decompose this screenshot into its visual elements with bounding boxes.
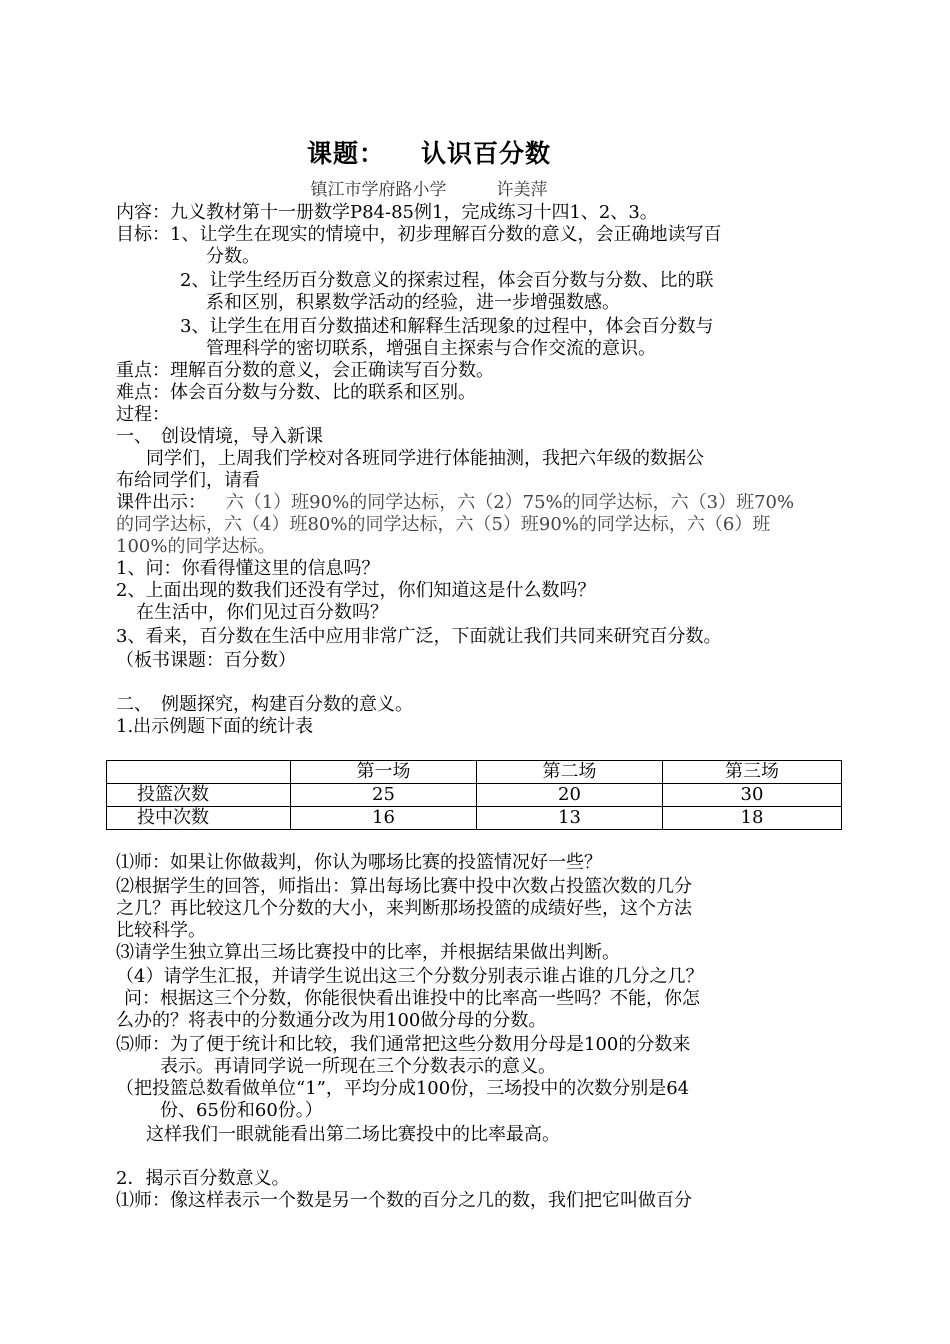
step-2-line-a: ⑵根据学生的回答，师指出：算出每场比赛中投中次数占投篮次数的几分 bbox=[116, 876, 692, 897]
table-row bbox=[107, 784, 842, 807]
difficulty-line: 难点：体会百分数与分数、比的联系和区别。 bbox=[116, 382, 476, 403]
table-header-row bbox=[107, 761, 842, 784]
courseware-line-c: 100%的同学达标。 bbox=[116, 536, 276, 557]
intro-paragraph-line-a: 同学们，上周我们学校对各班同学进行体能抽测，我把六年级的数据公 bbox=[146, 448, 704, 469]
goal-1-line-b: 分数。 bbox=[206, 246, 260, 267]
goal-1-line-a: 目标：1、让学生在现实的情境中，初步理解百分数的意义，会正确地读写百 bbox=[116, 224, 722, 245]
step-7: 这样我们一眼就能看出第二场比赛投中的比率最高。 bbox=[146, 1124, 560, 1145]
step-4-line-b: 问：根据这三个分数，你能很快看出谁投中的比率高一些吗？不能，你怎 bbox=[124, 988, 700, 1009]
step-5-line-b: 表示。再请同学说一所现在三个分数表示的意义。 bbox=[160, 1056, 556, 1077]
step-4: （4）请学生汇报，并请学生说出这三个分数分别表示谁占谁的几分之几？ bbox=[116, 966, 704, 987]
step-3: ⑶请学生独立算出三场比赛投中的比率，并根据结果做出判断。 bbox=[116, 942, 620, 963]
process-label: 过程： bbox=[116, 404, 170, 425]
step-4-line-c: 么办的？将表中的分数通分改为用100做分母的分数。 bbox=[116, 1010, 547, 1031]
goal-2-line-a: 2、让学生经历百分数意义的探索过程，体会百分数与分数、比的联 bbox=[180, 270, 714, 291]
table-cell: 30 bbox=[663, 784, 842, 807]
table-row-label: 投篮次数 bbox=[107, 784, 291, 807]
table-row-label: 投中次数 bbox=[107, 807, 291, 830]
goal-3-line-b: 管理科学的密切联系，增强自主探索与合作交流的意识。 bbox=[206, 338, 656, 359]
table-cell: 13 bbox=[477, 807, 663, 830]
teacher-line: ⑴师：像这样表示一个数是另一个数的百分之几的数，我们把它叫做百分 bbox=[116, 1190, 692, 1211]
table-cell: 16 bbox=[291, 807, 477, 830]
key-point-line: 重点：理解百分数的意义，会正确读写百分数。 bbox=[116, 360, 494, 381]
author-line bbox=[0, 175, 858, 200]
author-school: 镇江市学府路小学 bbox=[310, 180, 447, 200]
table-header-cell: 第二场 bbox=[477, 761, 663, 784]
example-2-heading: 2．揭示百分数意义。 bbox=[116, 1168, 290, 1189]
table-cell: 20 bbox=[477, 784, 663, 807]
table-header-cell: 第三场 bbox=[663, 761, 842, 784]
question-2-followup: 在生活中，你们见过百分数吗？ bbox=[136, 602, 388, 623]
table-cell: 25 bbox=[291, 784, 477, 807]
content-line: 内容：九义教材第十一册数学P84-85例1，完成练习十四1、2、3。 bbox=[116, 202, 658, 223]
step-1: ⑴师：如果让你做裁判，你认为哪场比赛的投篮情况好一些？ bbox=[116, 852, 602, 873]
author-name: 许美萍 bbox=[496, 180, 548, 200]
table-cell: 18 bbox=[663, 807, 842, 830]
table-row bbox=[107, 807, 842, 830]
courseware-line-b: 的同学达标，六（4）班80%的同学达标，六（5）班90%的同学达标，六（6）班 bbox=[116, 514, 771, 535]
intro-paragraph-line-b: 布给同学们，请看 bbox=[116, 470, 260, 491]
table-header-cell bbox=[107, 761, 291, 784]
courseware-label: 课件出示： bbox=[116, 492, 206, 513]
step-2-line-b: 之几？再比较这几个分数的大小，来判断那场投篮的成绩好些，这个方法 bbox=[116, 898, 692, 919]
section-1-heading: 一、 创设情境，导入新课 bbox=[116, 426, 323, 447]
example-1-heading: 1.出示例题下面的统计表 bbox=[116, 716, 314, 737]
goal-3-line-a: 3、让学生在用百分数描述和解释生活现象的过程中，体会百分数与 bbox=[180, 316, 714, 337]
question-1: 1、问：你看得懂这里的信息吗？ bbox=[116, 558, 380, 579]
question-3: 3、看来，百分数在生活中应用非常广泛，下面就让我们共同来研究百分数。 bbox=[116, 626, 722, 647]
step-5-line-a: ⑸师：为了便于统计和比较，我们通常把这些分数用分母是100的分数来 bbox=[116, 1034, 691, 1055]
title-label: 课题： bbox=[306, 139, 385, 168]
section-2-heading: 二、 例题探究，构建百分数的意义。 bbox=[116, 694, 413, 715]
step-6-line-b: 份、65份和60份。） bbox=[160, 1100, 323, 1121]
table-header-cell: 第一场 bbox=[291, 761, 477, 784]
question-2: 2、上面出现的数我们还没有学过，你们知道这是什么数吗？ bbox=[116, 580, 596, 601]
step-2-line-c: 比较科学。 bbox=[116, 920, 206, 941]
courseware-line-a bbox=[116, 492, 794, 514]
page-title bbox=[0, 134, 858, 170]
step-6-line-a: （把投篮总数看做单位“1”，平均分成100份，三场投中的次数分别是64 bbox=[116, 1078, 690, 1099]
stats-table bbox=[106, 760, 842, 830]
title-text: 认识百分数 bbox=[421, 139, 552, 168]
goal-2-line-b: 系和区别，积累数学活动的经验，进一步增强数感。 bbox=[206, 292, 620, 313]
board-title-note: （板书课题：百分数） bbox=[116, 650, 296, 671]
courseware-text-a: 六（1）班90%的同学达标，六（2）75%的同学达标，六（3）班70% bbox=[225, 492, 795, 513]
